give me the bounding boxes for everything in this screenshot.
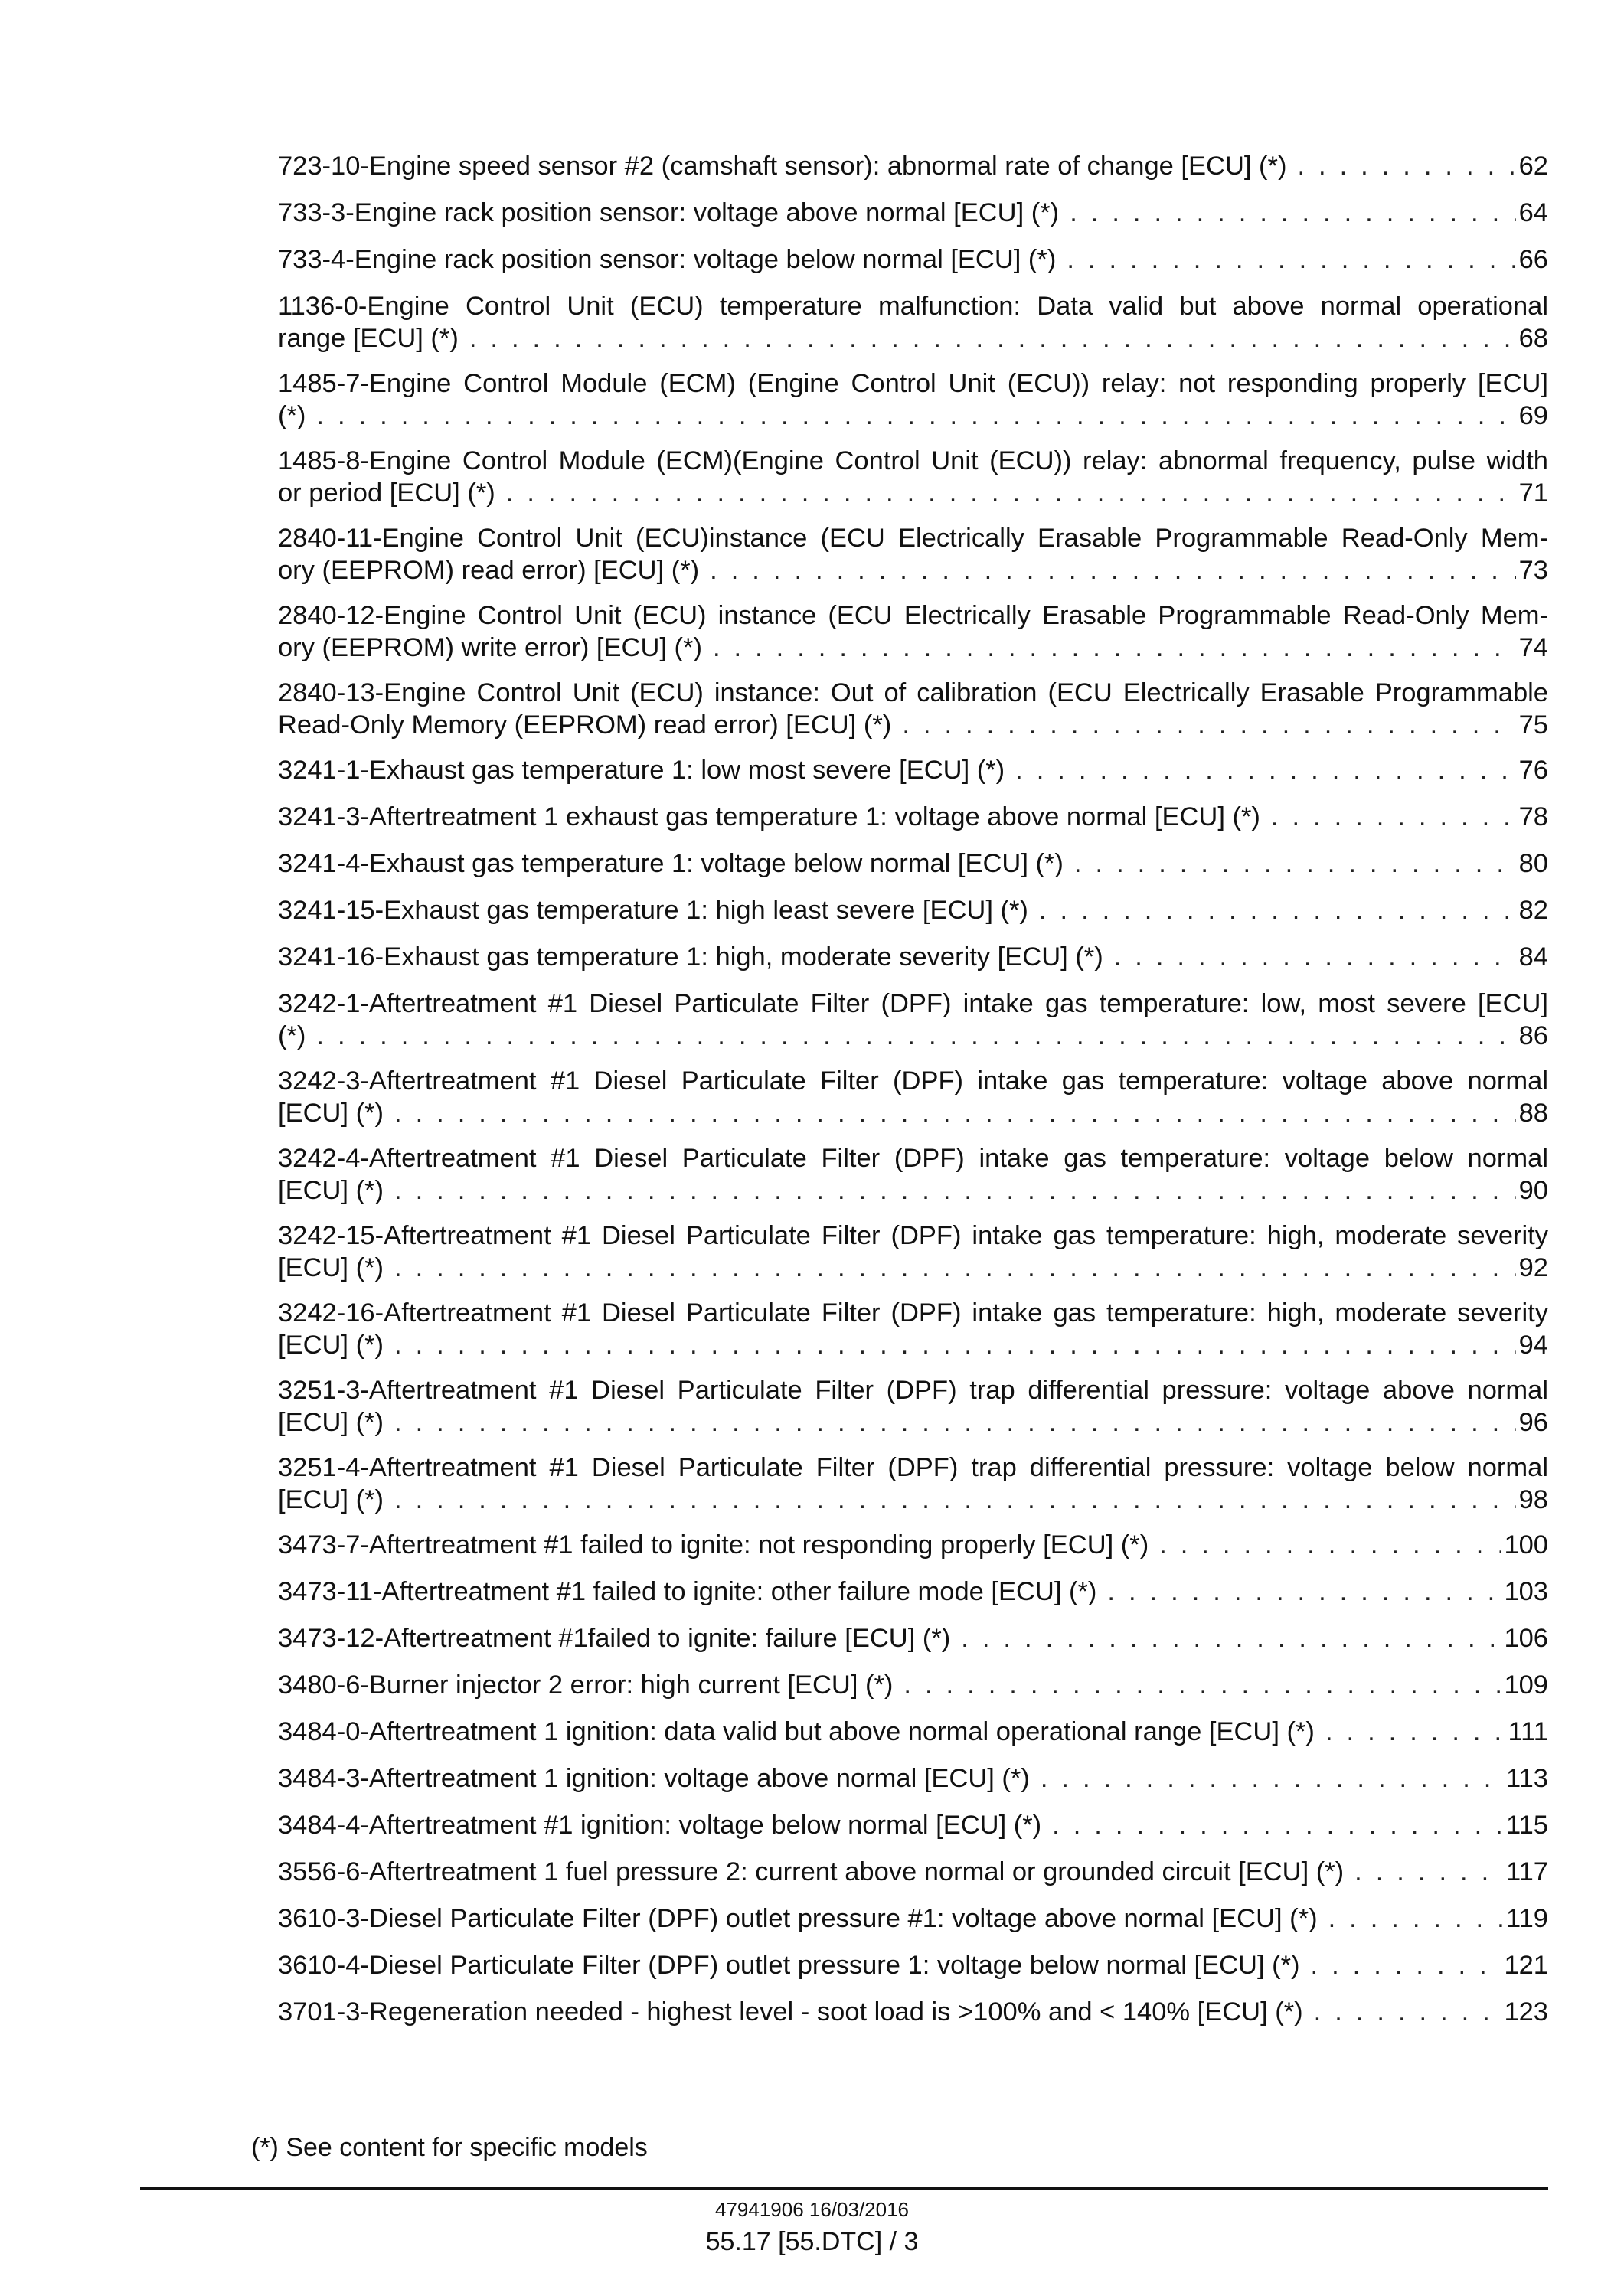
toc-entry-line (278, 197, 1548, 229)
dot-leader (1067, 243, 1515, 276)
toc-entry-title: 3241-16-Exhaust gas temperature 1: high, moderate severity [ECU] (*) (278, 942, 1103, 972)
toc-entry-line (278, 1097, 1548, 1129)
toc-entry-title: or period [ECU] (*) (278, 478, 495, 508)
toc-entry-title: [ECU] (*) (278, 1176, 384, 1205)
toc-entry-line (278, 1174, 1548, 1207)
dot-leader (1297, 150, 1515, 182)
toc-entry-title-line: 2840-11-Engine Control Unit (ECU)instance (ECU Electrically Erasable Programmable Read-Only Mem- (278, 524, 1548, 553)
toc-entry-line (278, 941, 1548, 973)
dot-leader (394, 1484, 1516, 1516)
toc-entry-title: 3480-6-Burner injector 2 error: high current [ECU] (*) (278, 1671, 894, 1700)
toc-entry[interactable] (278, 197, 1548, 229)
toc-page-number: 119 (1505, 1904, 1548, 1933)
toc-page-number: 117 (1505, 1857, 1548, 1886)
toc-entry-line (278, 1856, 1548, 1888)
toc-entry-title: 733-4-Engine rack position sensor: voltage below normal [ECU] (*) (278, 245, 1057, 274)
dot-leader (1041, 1762, 1503, 1795)
toc-entry-title-line: 3251-3-Aftertreatment #1 Diesel Particulate Filter (DPF) trap differential pressure: voltage above normal (278, 1376, 1548, 1405)
footnote: (*) See content for specific models (251, 2133, 648, 2162)
dot-leader (506, 477, 1516, 509)
toc-entry-line (278, 801, 1548, 833)
toc-entry-line (278, 1902, 1548, 1935)
dot-leader (1314, 1996, 1501, 2028)
toc-entry-title: 733-3-Engine rack position sensor: voltage above normal [ECU] (*) (278, 198, 1060, 227)
toc-entry-title: ory (EEPROM) write error) [ECU] (*) (278, 633, 702, 662)
toc-page-number: 68 (1518, 324, 1548, 353)
toc-entry-line (278, 1809, 1548, 1841)
toc-entry-line (278, 754, 1548, 786)
toc-entry[interactable] (278, 1142, 1548, 1207)
toc-page-number: 96 (1518, 1408, 1548, 1437)
toc-entry-title: 3484-4-Aftertreatment #1 ignition: voltage below normal [ECU] (*) (278, 1811, 1042, 1840)
toc-entry-title-line: 3242-4-Aftertreatment #1 Diesel Particulate Filter (DPF) intake gas temperature: voltage below normal (278, 1144, 1548, 1173)
dot-leader (961, 1622, 1501, 1654)
toc-entry-title: [ECU] (*) (278, 1485, 384, 1514)
toc-page-number: 121 (1504, 1951, 1548, 1980)
table-of-contents (278, 150, 1548, 2043)
toc-entry[interactable] (278, 988, 1548, 1052)
toc-entry[interactable] (278, 754, 1548, 786)
toc-entry[interactable] (278, 1220, 1548, 1284)
toc-entry-line (278, 709, 1548, 741)
toc-entry[interactable] (278, 1452, 1548, 1516)
toc-entry-line (278, 1949, 1548, 1981)
dot-leader (1354, 1856, 1503, 1888)
dot-leader (1052, 1809, 1503, 1841)
toc-page-number: 123 (1504, 1997, 1548, 2027)
toc-entry-title-line: 2840-12-Engine Control Unit (ECU) instance (ECU Electrically Erasable Programmable Read-Only Mem- (278, 601, 1548, 630)
toc-entry[interactable] (278, 1576, 1548, 1608)
dot-leader (469, 322, 1516, 354)
toc-entry[interactable] (278, 599, 1548, 664)
toc-entry-title: 3610-4-Diesel Particulate Filter (DPF) outlet pressure 1: voltage below normal [ECU] (*) (278, 1951, 1300, 1980)
dot-leader (1271, 801, 1516, 833)
toc-entry-line (278, 1622, 1548, 1654)
toc-page-number: 106 (1504, 1624, 1548, 1653)
toc-page-number: 66 (1518, 245, 1548, 274)
toc-entry[interactable] (278, 1065, 1548, 1129)
toc-entry-title: range [ECU] (*) (278, 324, 459, 353)
dot-leader (1107, 1576, 1501, 1608)
toc-entry-title: (*) (278, 1021, 306, 1050)
toc-entry[interactable] (278, 1622, 1548, 1654)
toc-page-number: 76 (1518, 756, 1548, 785)
toc-entry[interactable] (278, 1529, 1548, 1561)
toc-entry[interactable] (278, 243, 1548, 276)
toc-page-number: 73 (1518, 556, 1548, 585)
toc-page-number: 82 (1518, 896, 1548, 925)
toc-entry[interactable] (278, 522, 1548, 586)
toc-page-number: 75 (1518, 710, 1548, 740)
toc-entry-line (278, 632, 1548, 664)
toc-entry[interactable] (278, 367, 1548, 432)
dot-leader (394, 1174, 1516, 1207)
toc-entry-title: 3241-1-Exhaust gas temperature 1: low most severe [ECU] (*) (278, 756, 1005, 785)
toc-entry-title-line: 2840-13-Engine Control Unit (ECU) instance: Out of calibration (ECU Electrically Erasable Programmable (278, 678, 1548, 707)
toc-entry-line (278, 1576, 1548, 1608)
dot-leader (1114, 941, 1516, 973)
toc-entry-title: 3241-15-Exhaust gas temperature 1: high least severe [ECU] (*) (278, 896, 1028, 925)
dot-leader (316, 400, 1515, 432)
toc-page-number: 94 (1518, 1331, 1548, 1360)
toc-page-number: 109 (1504, 1671, 1548, 1700)
toc-entry-title: 3473-7-Aftertreatment #1 failed to ignite: not responding properly [ECU] (*) (278, 1530, 1149, 1560)
toc-entry[interactable] (278, 1996, 1548, 2028)
toc-entry[interactable] (278, 1297, 1548, 1361)
dot-leader (394, 1329, 1516, 1361)
toc-entry-line (278, 477, 1548, 509)
toc-entry-title: [ECU] (*) (278, 1331, 384, 1360)
dot-leader (394, 1097, 1516, 1129)
toc-entry-title: [ECU] (*) (278, 1253, 384, 1282)
dot-leader (1039, 894, 1516, 926)
dot-leader (1325, 1716, 1505, 1748)
toc-entry-line (278, 243, 1548, 276)
toc-page-number: 64 (1518, 198, 1548, 227)
toc-entry[interactable] (278, 848, 1548, 880)
toc-page-number: 74 (1518, 633, 1548, 662)
toc-entry-title-line: 1485-7-Engine Control Module (ECM) (Engine Control Unit (ECU)) relay: not responding properly [ECU] (278, 369, 1548, 398)
toc-entry-line (278, 1529, 1548, 1561)
dot-leader (1328, 1902, 1503, 1935)
toc-entry-title: 3556-6-Aftertreatment 1 fuel pressure 2: current above normal or grounded circuit [ECU] (*) (278, 1857, 1345, 1886)
toc-entry-line (278, 1762, 1548, 1795)
toc-entry-line (278, 1669, 1548, 1701)
dot-leader (1159, 1529, 1501, 1561)
footer-divider (140, 2187, 1548, 2190)
toc-entry-title: [ECU] (*) (278, 1408, 384, 1437)
toc-entry-title: [ECU] (*) (278, 1099, 384, 1128)
toc-entry[interactable] (278, 941, 1548, 973)
dot-leader (316, 1020, 1515, 1052)
toc-entry[interactable] (278, 445, 1548, 509)
toc-entry[interactable] (278, 1902, 1548, 1935)
toc-page-number: 80 (1518, 849, 1548, 878)
toc-entry-title: 3484-0-Aftertreatment 1 ignition: data valid but above normal operational range [ECU] (*) (278, 1717, 1315, 1746)
toc-page-number: 100 (1504, 1530, 1548, 1560)
page-number: 55.17 [55.DTC] / 3 (705, 2227, 919, 2256)
toc-page-number: 69 (1518, 401, 1548, 430)
dot-leader (1070, 197, 1515, 229)
toc-entry-title: 3473-12-Aftertreatment #1failed to ignite: failure [ECU] (*) (278, 1624, 951, 1653)
dot-leader (1074, 848, 1516, 880)
toc-entry-title: 723-10-Engine speed sensor #2 (camshaft sensor): abnormal rate of change [ECU] (*) (278, 152, 1287, 181)
toc-page-number: 71 (1518, 478, 1548, 508)
toc-entry-title: 3241-4-Exhaust gas temperature 1: voltage below normal [ECU] (*) (278, 849, 1064, 878)
toc-page-number: 86 (1518, 1021, 1548, 1050)
dot-leader (710, 554, 1515, 586)
toc-entry-line (278, 400, 1548, 432)
dot-leader (394, 1406, 1516, 1439)
toc-page-number: 103 (1504, 1577, 1548, 1606)
toc-entry-title: (*) (278, 401, 306, 430)
toc-entry-title-line: 3242-15-Aftertreatment #1 Diesel Particulate Filter (DPF) intake gas temperature: high, moderate severity (278, 1221, 1548, 1250)
toc-entry-title: Read-Only Memory (EEPROM) read error) [ECU] (*) (278, 710, 892, 740)
toc-page-number: 92 (1518, 1253, 1548, 1282)
toc-entry[interactable] (278, 1669, 1548, 1701)
toc-entry[interactable] (278, 677, 1548, 741)
toc-entry[interactable] (278, 1762, 1548, 1795)
toc-entry[interactable] (278, 290, 1548, 354)
toc-page-number: 78 (1518, 802, 1548, 831)
dot-leader (902, 709, 1515, 741)
toc-entry-line (278, 1329, 1548, 1361)
toc-entry-title-line: 3242-1-Aftertreatment #1 Diesel Particulate Filter (DPF) intake gas temperature: low, most severe [ECU] (278, 989, 1548, 1018)
toc-entry-line (278, 1484, 1548, 1516)
toc-entry[interactable] (278, 1809, 1548, 1841)
toc-entry-line (278, 848, 1548, 880)
toc-entry-title: 3241-3-Aftertreatment 1 exhaust gas temperature 1: voltage above normal [ECU] (*) (278, 802, 1260, 831)
toc-page-number: 90 (1518, 1176, 1548, 1205)
toc-entry[interactable] (278, 894, 1548, 926)
toc-entry-line (278, 1406, 1548, 1439)
toc-page-number: 84 (1518, 942, 1548, 972)
toc-entry[interactable] (278, 1949, 1548, 1981)
toc-entry-line (278, 1252, 1548, 1284)
toc-entry[interactable] (278, 1374, 1548, 1439)
toc-page-number: 111 (1508, 1717, 1548, 1746)
toc-page-number: 98 (1518, 1485, 1548, 1514)
dot-leader (1311, 1949, 1501, 1981)
toc-entry-title-line: 1485-8-Engine Control Module (ECM)(Engine Control Unit (ECU)) relay: abnormal frequency, pulse width (278, 446, 1548, 475)
toc-page-number: 113 (1505, 1764, 1548, 1793)
toc-entry-line (278, 322, 1548, 354)
toc-entry-line (278, 150, 1548, 182)
toc-entry[interactable] (278, 150, 1548, 182)
toc-page-number: 115 (1505, 1811, 1548, 1840)
dot-leader (394, 1252, 1516, 1284)
toc-entry-line (278, 1996, 1548, 2028)
toc-entry-title-line: 3242-16-Aftertreatment #1 Diesel Particulate Filter (DPF) intake gas temperature: high, moderate severity (278, 1298, 1548, 1328)
document-reference: 47941906 16/03/2016 (714, 2198, 910, 2221)
toc-entry[interactable] (278, 1716, 1548, 1748)
toc-entry-title-line: 3242-3-Aftertreatment #1 Diesel Particulate Filter (DPF) intake gas temperature: voltage above normal (278, 1066, 1548, 1096)
toc-entry-title: 3473-11-Aftertreatment #1 failed to ignite: other failure mode [ECU] (*) (278, 1577, 1097, 1606)
toc-entry-title-line: 3251-4-Aftertreatment #1 Diesel Particulate Filter (DPF) trap differential pressure: voltage below normal (278, 1453, 1548, 1482)
dot-leader (1015, 754, 1515, 786)
toc-entry-title: ory (EEPROM) read error) [ECU] (*) (278, 556, 700, 585)
toc-page-number: 88 (1518, 1099, 1548, 1128)
toc-entry-title: 3701-3-Regeneration needed - highest level - soot load is >100% and < 140% [ECU] (*) (278, 1997, 1303, 2027)
toc-page-number: 62 (1518, 152, 1548, 181)
toc-entry-title: 3610-3-Diesel Particulate Filter (DPF) outlet pressure #1: voltage above normal [ECU] (*) (278, 1904, 1318, 1933)
toc-entry-title-line: 1136-0-Engine Control Unit (ECU) temperature malfunction: Data valid but above normal operational (278, 292, 1548, 321)
dot-leader (903, 1669, 1501, 1701)
toc-entry-line (278, 1716, 1548, 1748)
toc-entry-line (278, 554, 1548, 586)
toc-entry[interactable] (278, 1856, 1548, 1888)
dot-leader (713, 632, 1516, 664)
toc-entry[interactable] (278, 801, 1548, 833)
toc-entry-line (278, 894, 1548, 926)
toc-entry-line (278, 1020, 1548, 1052)
toc-entry-title: 3484-3-Aftertreatment 1 ignition: voltage above normal [ECU] (*) (278, 1764, 1030, 1793)
